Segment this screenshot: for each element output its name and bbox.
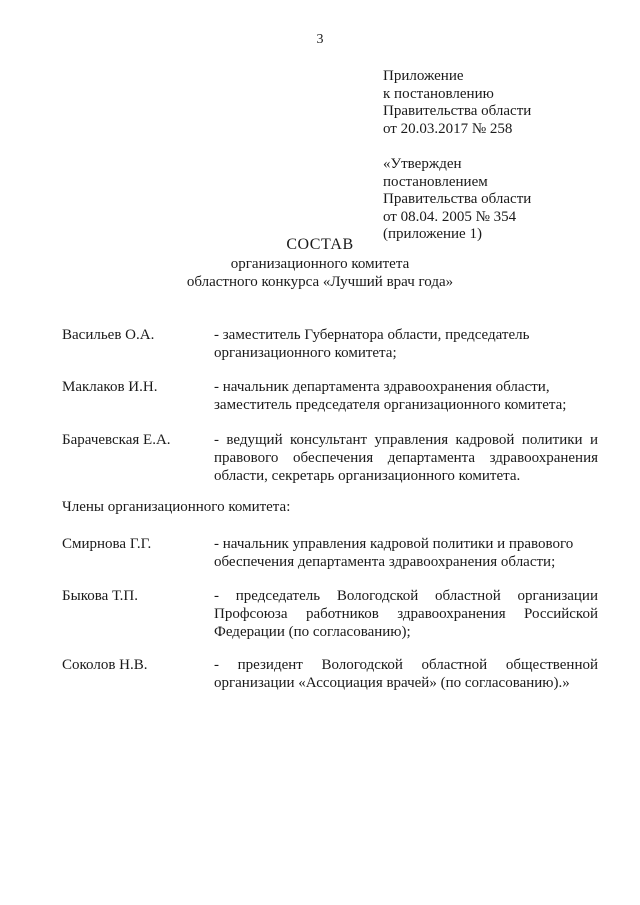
member-role: - начальник департамента здравоохранения области, заместитель председателя организационного комитета; <box>214 379 567 413</box>
appendix-line: Правительства области <box>383 103 532 119</box>
title-main: СОСТАВ <box>286 236 354 253</box>
member-role: - председатель Вологодской областной организации Профсоюза работников здравоохранения Российской Федерации (по согласованию); <box>214 588 598 640</box>
member-role: - ведущий консультант управления кадровой политики и правового обеспечения департамента здравоохранения области, секретарь организационного комитета. <box>214 432 598 484</box>
approval-line: Правительства области <box>383 191 532 207</box>
appendix-line: от 20.03.2017 № 258 <box>383 120 513 137</box>
title-line: областного конкурса «Лучший врач года» <box>186 274 454 290</box>
approval-line: «Утвержден <box>383 156 462 172</box>
member-role: - заместитель Губернатора области, председатель организационного комитета; <box>214 327 530 361</box>
member-name: Маклаков И.Н. <box>62 379 158 395</box>
approval-line: (приложение 1) <box>383 226 482 242</box>
member-role: - начальник управления кадровой политики и правового обеспечения департамента здравоохранения области; <box>214 536 574 570</box>
document-title <box>0 236 640 291</box>
member-name: Смирнова Г.Г. <box>62 536 152 552</box>
appendix-line: к постановлению <box>383 85 494 102</box>
members-heading: Члены организационного комитета: <box>62 499 291 515</box>
approval-line: постановлением <box>383 173 488 190</box>
title-line: организационного комитета <box>230 256 410 272</box>
member-name: Васильев О.А. <box>62 327 155 343</box>
member-name: Быкова Т.П. <box>62 588 139 604</box>
member-role: - президент Вологодской областной общественной организации «Ассоциация врачей» (по согласованию).» <box>214 657 598 691</box>
member-name: Соколов Н.В. <box>62 657 148 673</box>
appendix-reference <box>383 68 531 138</box>
approval-line: от 08.04. 2005 № 354 <box>383 208 517 225</box>
page-number: 3 <box>316 32 324 47</box>
approval-reference <box>383 156 531 244</box>
appendix-line: Приложение <box>383 68 464 84</box>
member-name: Барачевская Е.А. <box>62 432 171 448</box>
